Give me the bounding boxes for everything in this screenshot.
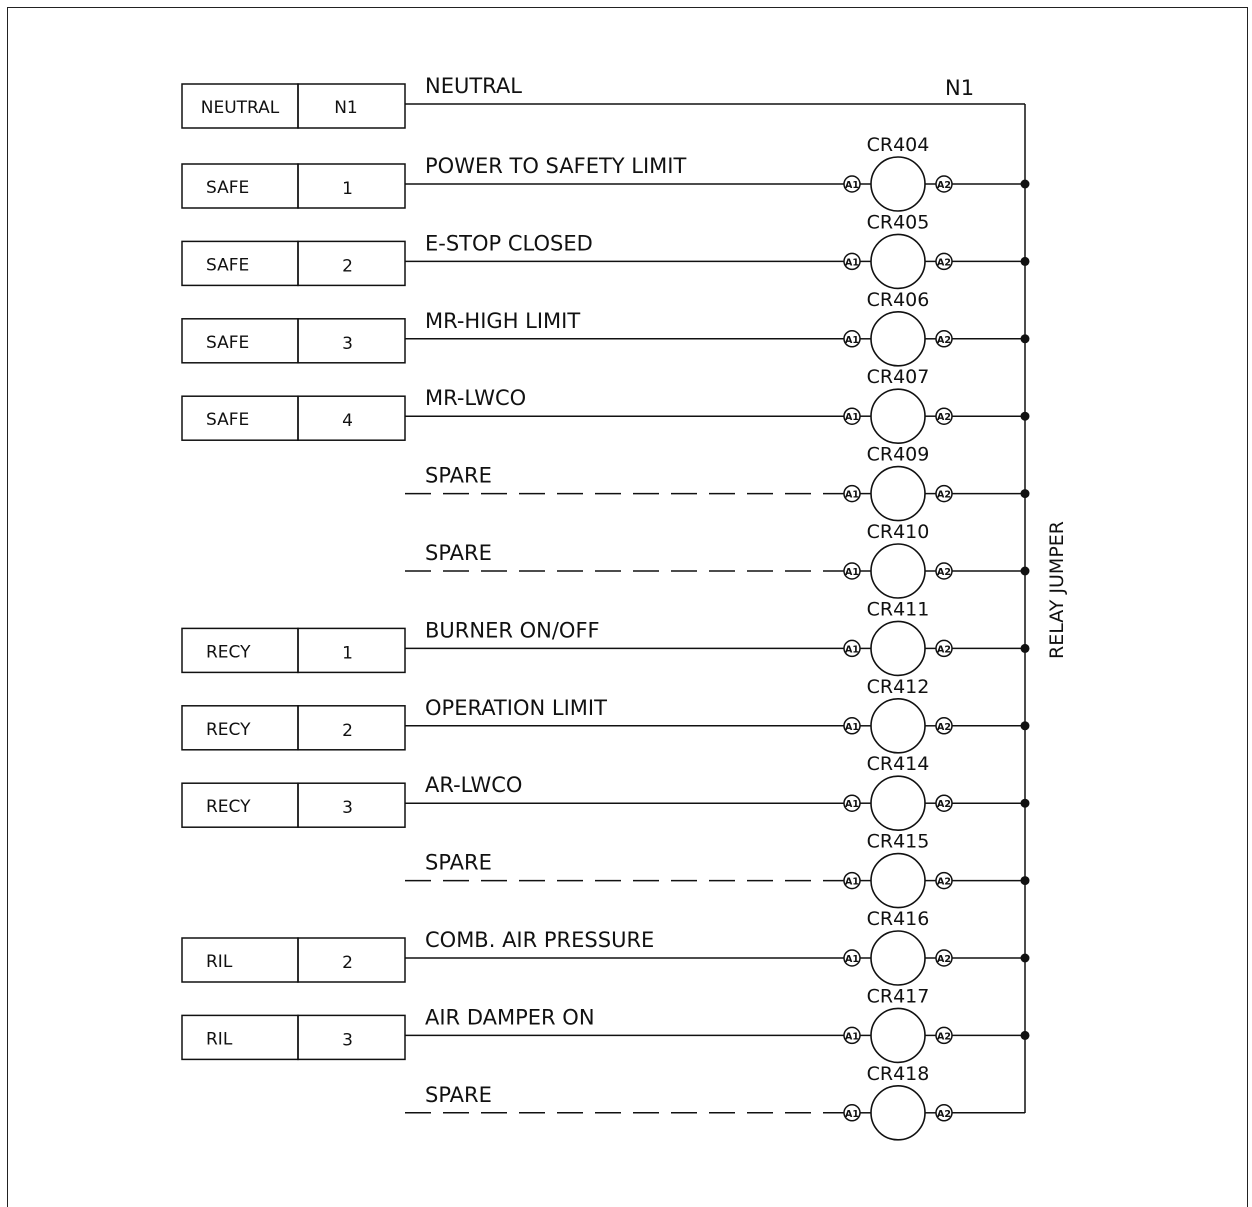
junction-dot-icon: [1021, 721, 1030, 730]
rung-label: OPERATION LIMIT: [425, 695, 607, 720]
rung-cr404: [182, 134, 1030, 211]
a2-terminal-text: A2: [937, 644, 951, 656]
terminal-number-text: 2: [342, 256, 353, 277]
relay-name-label: CR409: [866, 443, 930, 466]
rung-label: E-STOP CLOSED: [425, 231, 593, 256]
rung-label: BURNER ON/OFF: [425, 618, 600, 643]
relay-name-label: CR410: [866, 521, 930, 543]
terminal-number-text: 1: [342, 179, 353, 199]
rung-cr412: [182, 676, 1030, 753]
a1-terminal-text: A1: [845, 1108, 859, 1120]
terminal-group-text: RIL: [206, 952, 233, 972]
terminal-group-box: [182, 1015, 298, 1059]
relay-coil-icon: [871, 467, 925, 521]
a2-terminal-text: A2: [937, 180, 951, 191]
terminal-group-text: SAFE: [206, 178, 250, 198]
rung-cr405: [182, 211, 1030, 288]
rung-label: SPARE: [425, 463, 492, 488]
junction-dot-icon: [1021, 257, 1030, 266]
a1-terminal-text: A1: [845, 567, 859, 578]
junction-dot-icon: [1021, 567, 1030, 576]
a1-terminal-text: A1: [845, 1031, 859, 1043]
relay-name-label: CR404: [866, 134, 930, 156]
relay-name-label: CR414: [866, 753, 930, 776]
rung-cr418: [405, 1063, 1025, 1140]
relay-coil-icon: [871, 854, 925, 908]
terminal-number-text: 1: [342, 643, 353, 664]
rung-label: AR-LWCO: [425, 773, 523, 798]
rung-label: SPARE: [425, 1082, 492, 1107]
terminal-group-text: SAFE: [206, 410, 250, 431]
a1-terminal-text: A1: [845, 412, 859, 424]
relay-name-label: CR405: [866, 211, 930, 234]
terminal-number-text: 2: [342, 720, 353, 741]
junction-dot-icon: [1021, 412, 1030, 421]
relay-coil-icon: [871, 234, 925, 288]
relay-name-label: CR416: [866, 908, 930, 930]
a1-terminal-text: A1: [845, 180, 859, 191]
terminal-number-text: 2: [342, 953, 353, 973]
rungs: [182, 134, 1030, 1140]
a1-terminal-text: A1: [845, 257, 859, 269]
a1-terminal-text: A1: [845, 954, 859, 965]
terminal-number-text: 4: [342, 411, 353, 432]
neutral-label: NEUTRAL: [425, 74, 522, 98]
junction-dot-icon: [1021, 644, 1030, 653]
a1-terminal-text: A1: [845, 489, 859, 501]
a2-terminal-text: A2: [937, 257, 951, 269]
neutral-end-label: N1: [945, 76, 975, 100]
rung-label: SPARE: [425, 541, 492, 565]
terminal-group-text: RECY: [206, 719, 251, 740]
rung-cr414: [182, 753, 1030, 830]
rung-cr406: [182, 289, 1030, 366]
a1-terminal-text: A1: [845, 799, 859, 811]
rung-label: POWER TO SAFETY LIMIT: [425, 154, 687, 178]
neutral-row: [182, 74, 1025, 128]
a2-terminal-text: A2: [937, 799, 951, 811]
a2-terminal-text: A2: [937, 721, 951, 733]
neutral-box-right-text: N1: [334, 98, 358, 118]
relay-coil-icon: [871, 544, 925, 598]
terminal-number-text: 3: [342, 798, 353, 819]
relay-name-label: CR411: [866, 598, 930, 621]
relay-coil-icon: [871, 699, 925, 753]
relay-name-label: CR407: [866, 366, 930, 389]
a1-terminal-text: A1: [845, 876, 859, 888]
rung-cr410: [405, 521, 1030, 598]
relay-coil-icon: [871, 389, 925, 443]
rung-cr416: [182, 908, 1030, 985]
rung-label: COMB. AIR PRESSURE: [425, 928, 655, 952]
relay-coil-icon: [871, 157, 925, 211]
a2-terminal-text: A2: [937, 954, 951, 965]
terminal-group-box: [182, 938, 298, 982]
terminal-group-text: RIL: [206, 1029, 233, 1050]
junction-dot-icon: [1021, 799, 1030, 808]
a2-terminal-text: A2: [937, 876, 951, 888]
junction-dot-icon: [1021, 1031, 1030, 1040]
a2-terminal-text: A2: [937, 334, 951, 346]
relay-name-label: CR415: [866, 830, 930, 853]
relay-coil-icon: [871, 776, 925, 830]
junction-dot-icon: [1021, 489, 1030, 498]
junction-dot-icon: [1021, 180, 1030, 189]
rung-cr417: [182, 985, 1030, 1062]
relay-name-label: CR406: [866, 288, 930, 311]
a1-terminal-text: A1: [845, 334, 859, 346]
relay-coil-icon: [871, 1008, 925, 1062]
relay-coil-icon: [871, 931, 925, 985]
terminal-number-text: 3: [342, 333, 353, 354]
relay-jumper-label: RELAY JUMPER: [1046, 521, 1068, 659]
a2-terminal-text: A2: [937, 412, 951, 424]
terminal-group-text: SAFE: [206, 255, 250, 276]
a1-terminal-text: A1: [845, 721, 859, 733]
rung-label: MR-LWCO: [425, 386, 527, 411]
a1-terminal-text: A1: [845, 644, 859, 656]
a2-terminal-text: A2: [937, 489, 951, 501]
rung-label: SPARE: [425, 850, 492, 875]
rung-label: AIR DAMPER ON: [425, 1005, 595, 1030]
junction-dot-icon: [1021, 334, 1030, 343]
relay-name-label: CR418: [866, 1062, 930, 1085]
relay-coil-icon: [871, 621, 925, 675]
junction-dot-icon: [1021, 876, 1030, 885]
terminal-group-text: RECY: [206, 642, 251, 663]
rung-cr407: [182, 366, 1030, 443]
terminal-group-text: SAFE: [206, 332, 250, 353]
relay-name-label: CR417: [866, 985, 930, 1008]
a2-terminal-text: A2: [937, 567, 951, 578]
junction-dot-icon: [1021, 954, 1030, 963]
relay-coil-icon: [871, 312, 925, 366]
a2-terminal-text: A2: [937, 1108, 951, 1120]
relay-name-label: CR412: [866, 675, 930, 698]
terminal-number-text: 3: [342, 1030, 353, 1051]
rung-label: MR-HIGH LIMIT: [425, 308, 581, 333]
rung-cr411: [182, 598, 1030, 675]
relay-coil-icon: [871, 1086, 925, 1140]
rung-cr409: [405, 444, 1030, 521]
a2-terminal-text: A2: [937, 1031, 951, 1043]
rung-cr415: [405, 831, 1030, 908]
terminal-group-text: RECY: [206, 797, 251, 818]
neutral-box-left-text: NEUTRAL: [200, 98, 280, 118]
